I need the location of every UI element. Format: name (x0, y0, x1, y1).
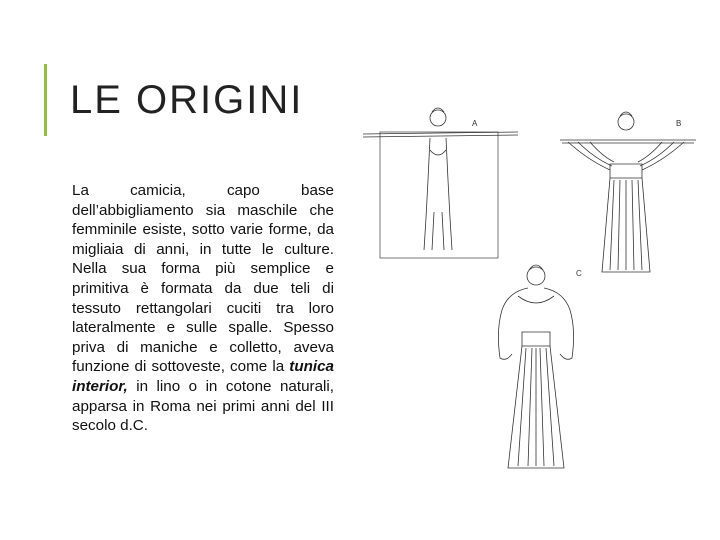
paragraph-emphasis: tunica interior, (72, 358, 334, 395)
figure-b-label: B (676, 119, 682, 128)
figure-c (498, 265, 582, 468)
paragraph-text-part1: La camicia, capo base dell’abbigliamento sia maschile che femminile esiste, sotto varie forme, da migliaia di anni, in tutte le culture. Nella sua forma più semplice e primitiva è formata da due teli di tessuto rettangolari cuciti tra loro lateralmente e sulle spalle. Spesso priva di maniche e colletto, aveva funzione di sottoveste, come la (72, 182, 334, 376)
paragraph-text-part2: in lino o in cotone naturali, apparsa in Roma nei primi anni del III secolo d.C. (72, 377, 334, 435)
figure-a-label: A (472, 119, 478, 128)
figure-c-label: C (576, 269, 582, 278)
body-paragraph (72, 181, 334, 436)
figure-b (560, 112, 696, 272)
title-accent-bar (44, 64, 47, 136)
tunic-illustration (358, 100, 720, 480)
figure-a (363, 108, 518, 258)
slide-title: LE ORIGINI (70, 78, 304, 122)
